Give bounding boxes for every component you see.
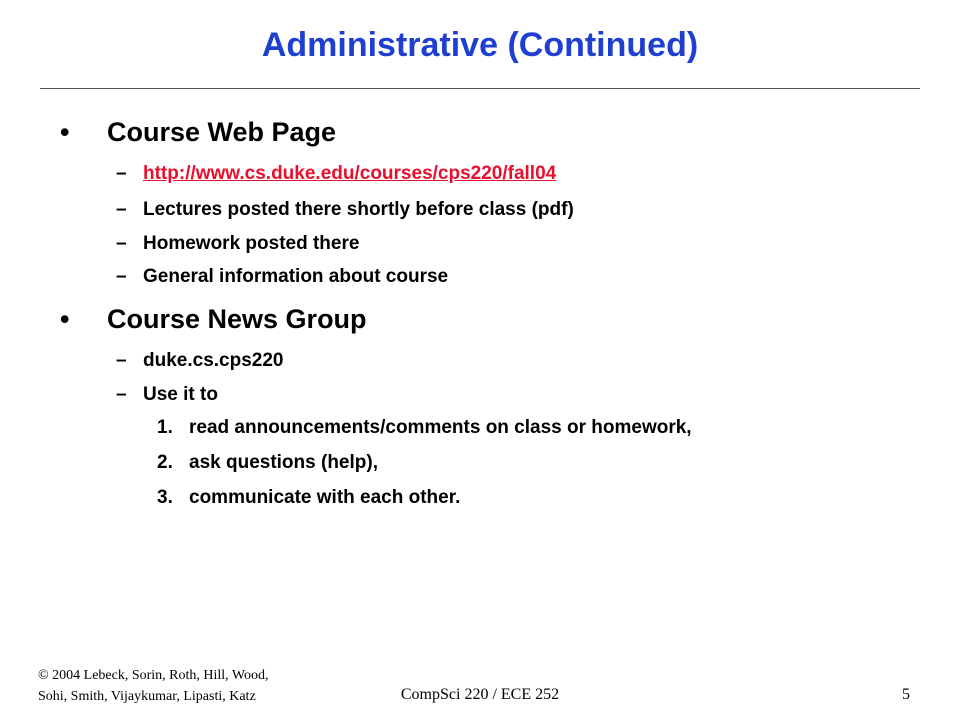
credit-line-1: © 2004 Lebeck, Sorin, Roth, Hill, Wood,	[38, 668, 269, 683]
footer-course-name: CompSci 220 / ECE 252	[400, 686, 560, 703]
course-url-link[interactable]: http://www.cs.duke.edu/courses/cps220/fall04	[143, 163, 557, 184]
item-text: Use it to	[143, 384, 218, 405]
dash-marker: –	[116, 384, 127, 405]
dash-marker: –	[116, 163, 127, 184]
page-number: 5	[902, 686, 910, 703]
title-divider	[40, 88, 920, 89]
item-number: 3.	[157, 487, 173, 508]
heading-text: Course News Group	[107, 304, 367, 334]
item-text: Lectures posted there shortly before class (pdf)	[143, 199, 574, 220]
item-text: Homework posted there	[143, 233, 360, 254]
dash-marker: –	[116, 350, 127, 371]
dash-marker: –	[116, 266, 127, 287]
item-text: read announcements/comments on class or homework,	[189, 417, 692, 438]
item-text: duke.cs.cps220	[143, 350, 284, 371]
item-text: ask questions (help),	[189, 452, 378, 473]
heading-text: Course Web Page	[107, 117, 337, 147]
dash-marker: –	[116, 199, 127, 220]
item-number: 1.	[157, 417, 173, 438]
item-text: communicate with each other.	[189, 487, 461, 508]
credit-line-2: Sohi, Smith, Vijaykumar, Lipasti, Katz	[38, 689, 256, 704]
slide-title: Administrative (Continued)	[261, 26, 699, 64]
item-text: General information about course	[143, 266, 449, 287]
bullet-icon: •	[60, 304, 70, 334]
dash-marker: –	[116, 233, 127, 254]
bullet-icon: •	[60, 117, 70, 147]
item-number: 2.	[157, 452, 173, 473]
